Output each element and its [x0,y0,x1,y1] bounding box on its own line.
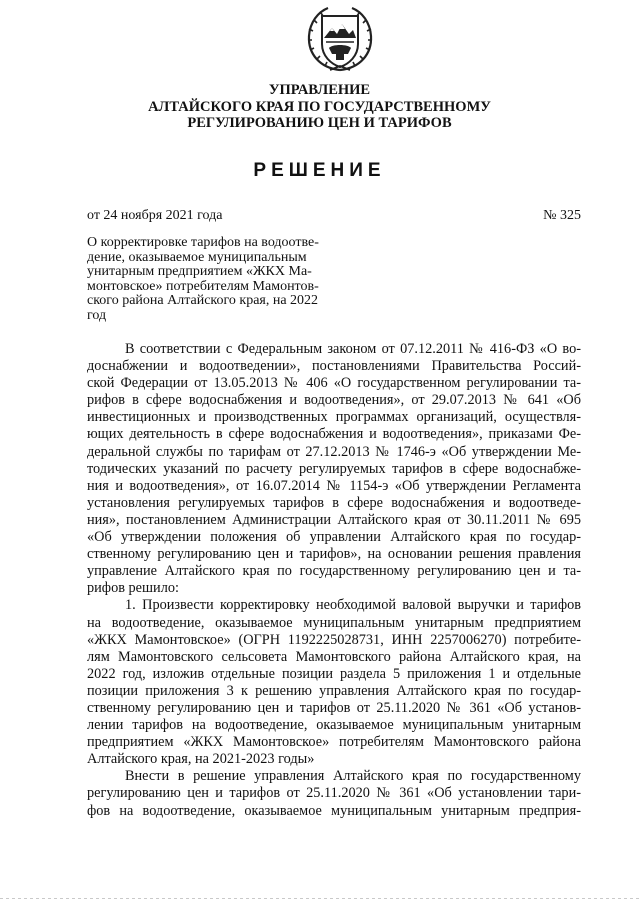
document-subject [87,236,323,324]
body-line: В соответствии с Федеральным законом от 07.12.2011 № 416-ФЗ «О во- [125,341,581,357]
body-line: регулированию цен и тарифов от 25.11.2020 № 361 «Об установлении тари- [87,785,581,802]
document-body [87,341,581,820]
subject-line: унитарным предприятием «ЖКХ Ма- [87,264,312,280]
document-date: от 24 ноября 2021 года [87,208,223,223]
body-line: деральной службы по тарифам от 27.12.2013 № 1746-э «Об утверждении Ме- [87,443,581,460]
body-line: инвестиционных и производственных программах организаций, осуществля- [87,409,581,426]
body-line: фов на водоотведение, оказываемое муниципальным унитарным предприя- [87,802,581,819]
body-line: «ЖКХ Мамонтовское» (ОГРН 1192225028731, ИНН 2257006270) потребите- [87,631,581,648]
body-line: Алтайского края, на 2021-2023 годы» [87,751,315,768]
body-line: тодических указаний по расчету регулируемых тарифов в сфере водоснабже- [87,460,581,477]
document-title: РЕШЕНИЕ [253,160,386,181]
body-line: рифов в сфере водоснабжения и водоотведения», от 29.07.2013 № 641 «Об [87,392,581,409]
body-line: ющих деятельность в сфере водоснабжения и водоотведения», приказами Фе- [87,426,581,443]
subject-line: год [87,307,107,323]
body-line: ния», постановлением Администрации Алтайского края от 30.11.2011 № 695 [87,511,581,528]
body-line: 1. Произвести корректировку необходимой валовой выручки и тарифов [125,597,581,614]
body-line: управление Алтайского края по государственному регулированию цен и та- [87,563,581,580]
issuing-authority [0,82,639,132]
body-line: «Об утверждении положения об управлении Алтайского края по государ- [87,529,581,546]
subject-line: ского района Алтайского края, на 2022 [87,293,319,309]
authority-line: РЕГУЛИРОВАНИЮ ЦЕН И ТАРИФОВ [187,115,452,131]
body-line: ния и водоотведения», от 16.07.2014 № 1154-э «Об утверждении Регламента [87,477,581,494]
body-line: предприятием «ЖКХ Мамонтовское» потребителям Мамонтовского района [87,734,581,751]
authority-line: АЛТАЙСКОГО КРАЯ ПО ГОСУДАРСТВЕННОМУ [148,98,491,115]
body-line: на водоотведение, оказываемое муниципальным унитарным предприятием [87,614,581,631]
body-line: ской Федерации от 13.05.2013 № 406 «О государственном регулировании та- [87,375,581,392]
body-line: ственному регулированию цен и тарифов от 25.11.2020 № 361 «Об установ- [87,699,581,716]
authority-line: УПРАВЛЕНИЕ [268,82,371,98]
body-line: позиции приложения 3 к решению управления Алтайского края по государ- [87,682,581,699]
body-line: Внести в решение управления Алтайского края по государственному [125,768,581,785]
subject-line: монтовское» потребителям Мамонтов- [87,278,319,294]
body-line: установления регулируемых тарифов в сфере водоснабжения и водоотведе- [87,494,581,511]
body-line: ственному регулированию цен и тарифов», на основании решения правления [87,546,581,563]
scan-edge-divider [0,898,639,899]
subject-line: дение, оказываемое муниципальным [87,249,307,265]
body-line: рифов решило: [87,580,179,597]
body-line: доснабжении и водоотведении», постановлениями Правительства Россий- [87,358,581,375]
subject-line: О корректировке тарифов на водоотве- [87,235,319,250]
body-line: лям Мамонтовского сельсовета Мамонтовского района Алтайского края, на [87,648,581,665]
coat-of-arms-icon [302,4,378,74]
body-line: лении тарифов на водоотведение, оказываемое муниципальным унитарным [87,717,581,734]
body-line: 2022 год, изложив отдельные позиции раздела 5 приложения 1 и отдельные [87,665,581,682]
document-number: № 325 [543,208,581,223]
